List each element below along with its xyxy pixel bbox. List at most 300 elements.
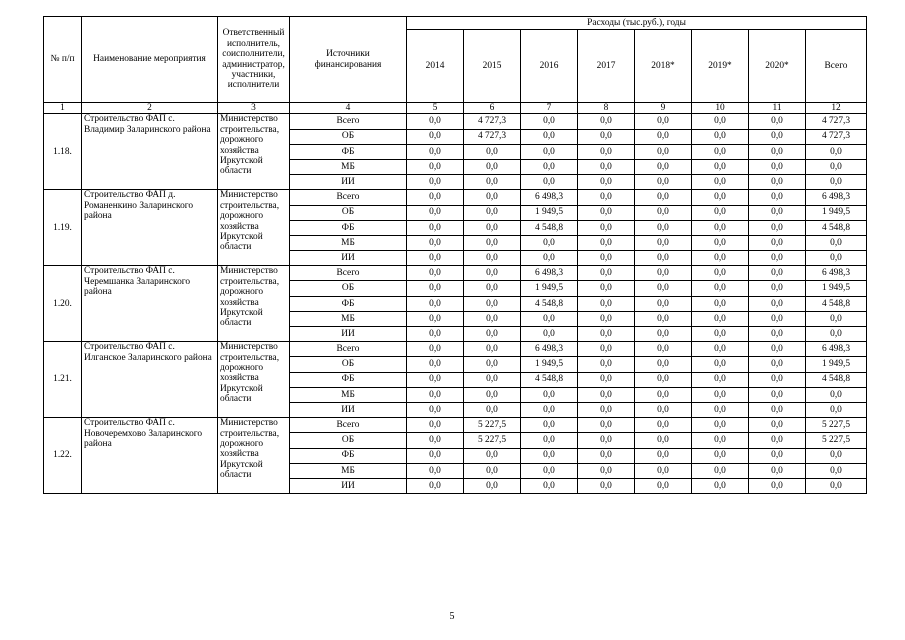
amount-cell: 0,0 [806, 387, 867, 402]
amount-cell: 0,0 [407, 129, 464, 144]
amount-cell: 0,0 [806, 251, 867, 266]
amount-cell: 6 498,3 [806, 190, 867, 205]
amount-cell: 0,0 [635, 266, 692, 281]
responsible-line: области [220, 470, 252, 481]
amount-cell: 0,0 [407, 433, 464, 448]
amount-cell: 0,0 [521, 387, 578, 402]
funding-source: Всего [290, 114, 407, 129]
amount-cell: 0,0 [749, 144, 806, 159]
amount-cell: 0,0 [635, 175, 692, 190]
responsible-line: Иркутской [220, 459, 263, 470]
funding-source: ОБ [290, 129, 407, 144]
amount-cell: 0,0 [407, 387, 464, 402]
amount-cell: 0,0 [635, 448, 692, 463]
amount-cell: 0,0 [692, 205, 749, 220]
responsible-line: хозяйства [220, 373, 259, 384]
item-responsible [218, 190, 290, 266]
amount-cell: 0,0 [692, 357, 749, 372]
item-number: 1.21. [44, 342, 82, 418]
responsible-line: Министерство [220, 190, 278, 201]
amount-cell: 6 498,3 [806, 266, 867, 281]
item-name: Строительство ФАП с. Черемшанка Заларинского района [82, 266, 218, 342]
amount-cell: 0,0 [464, 342, 521, 357]
amount-cell: 0,0 [521, 175, 578, 190]
responsible-line: Иркутской [220, 231, 263, 242]
amount-cell: 0,0 [749, 129, 806, 144]
amount-cell: 0,0 [464, 266, 521, 281]
amount-cell: 0,0 [521, 311, 578, 326]
amount-cell: 0,0 [692, 463, 749, 478]
amount-cell: 0,0 [749, 235, 806, 250]
amount-cell: 0,0 [521, 144, 578, 159]
funding-source: ИИ [290, 478, 407, 493]
amount-cell: 0,0 [635, 357, 692, 372]
amount-cell: 0,0 [407, 220, 464, 235]
amount-cell: 0,0 [521, 418, 578, 433]
responsible-line: дорожного [220, 363, 264, 374]
amount-cell: 0,0 [464, 205, 521, 220]
amount-cell: 0,0 [578, 175, 635, 190]
column-number: 7 [521, 103, 578, 114]
amount-cell: 0,0 [806, 159, 867, 174]
amount-cell: 0,0 [407, 372, 464, 387]
amount-cell: 0,0 [749, 448, 806, 463]
amount-cell: 4 727,3 [464, 129, 521, 144]
amount-cell: 0,0 [749, 190, 806, 205]
amount-cell: 0,0 [407, 357, 464, 372]
responsible-line: дорожного [220, 211, 264, 222]
header-year: 2017 [578, 30, 635, 103]
responsible-line: строительства, [220, 352, 280, 363]
amount-cell: 0,0 [749, 342, 806, 357]
amount-cell: 0,0 [407, 190, 464, 205]
item-number: 1.19. [44, 190, 82, 266]
amount-cell: 0,0 [635, 418, 692, 433]
funding-source: ФБ [290, 448, 407, 463]
responsible-line: области [220, 318, 252, 329]
item-name: Строительство ФАП с. Владимир Заларинского района [82, 114, 218, 190]
amount-cell: 0,0 [464, 281, 521, 296]
amount-cell: 1 949,5 [521, 357, 578, 372]
amount-cell: 1 949,5 [806, 205, 867, 220]
amount-cell: 4 548,8 [806, 296, 867, 311]
responsible-line: хозяйства [220, 145, 259, 156]
amount-cell: 0,0 [407, 266, 464, 281]
header-year: 2018* [635, 30, 692, 103]
amount-cell: 0,0 [407, 463, 464, 478]
column-number: 10 [692, 103, 749, 114]
header-year: 2014 [407, 30, 464, 103]
responsible-line: хозяйства [220, 221, 259, 232]
amount-cell: 0,0 [692, 281, 749, 296]
amount-cell: 0,0 [749, 296, 806, 311]
responsible-line: Иркутской [220, 156, 263, 167]
header-year: 2019* [692, 30, 749, 103]
header-year: 2016 [521, 30, 578, 103]
amount-cell: 0,0 [692, 311, 749, 326]
amount-cell: 0,0 [407, 175, 464, 190]
column-number: 5 [407, 103, 464, 114]
column-number: 2 [82, 103, 218, 114]
amount-cell: 0,0 [749, 387, 806, 402]
amount-cell: 0,0 [635, 387, 692, 402]
amount-cell: 0,0 [464, 144, 521, 159]
responsible-line: строительства, [220, 428, 280, 439]
amount-cell: 0,0 [464, 327, 521, 342]
amount-cell: 0,0 [806, 175, 867, 190]
item-responsible [218, 418, 290, 494]
funding-source: МБ [290, 159, 407, 174]
amount-cell: 0,0 [521, 402, 578, 417]
amount-cell: 0,0 [521, 251, 578, 266]
amount-cell: 0,0 [692, 342, 749, 357]
amount-cell: 0,0 [749, 327, 806, 342]
amount-cell: 0,0 [635, 235, 692, 250]
amount-cell: 0,0 [521, 129, 578, 144]
amount-cell: 0,0 [635, 251, 692, 266]
amount-cell: 0,0 [407, 418, 464, 433]
amount-cell: 0,0 [578, 433, 635, 448]
amount-cell: 0,0 [521, 478, 578, 493]
amount-cell: 0,0 [578, 159, 635, 174]
page-number: 5 [449, 611, 455, 622]
header-name: Наименование мероприятия [82, 17, 218, 103]
funding-source: ОБ [290, 357, 407, 372]
amount-cell: 0,0 [578, 129, 635, 144]
amount-cell: 0,0 [692, 159, 749, 174]
amount-cell: 0,0 [692, 418, 749, 433]
amount-cell: 0,0 [578, 251, 635, 266]
amount-cell: 0,0 [578, 235, 635, 250]
amount-cell: 0,0 [464, 387, 521, 402]
amount-cell: 4 727,3 [806, 114, 867, 129]
funding-source: МБ [290, 387, 407, 402]
responsible-line: Министерство [220, 114, 278, 125]
amount-cell: 0,0 [749, 281, 806, 296]
amount-cell: 0,0 [521, 159, 578, 174]
item-name: Строительство ФАП с. Новочеремхово Заларинского района [82, 418, 218, 494]
responsible-line: строительства, [220, 200, 280, 211]
funding-source: ИИ [290, 175, 407, 190]
amount-cell: 0,0 [692, 387, 749, 402]
amount-cell: 0,0 [806, 311, 867, 326]
amount-cell: 0,0 [521, 114, 578, 129]
amount-cell: 5 227,5 [806, 433, 867, 448]
funding-source: Всего [290, 266, 407, 281]
funding-source: ОБ [290, 205, 407, 220]
amount-cell: 0,0 [692, 478, 749, 493]
amount-cell: 0,0 [806, 144, 867, 159]
amount-cell: 0,0 [806, 448, 867, 463]
amount-cell: 0,0 [692, 175, 749, 190]
amount-cell: 1 949,5 [806, 357, 867, 372]
amount-cell: 0,0 [464, 402, 521, 417]
amount-cell: 0,0 [578, 190, 635, 205]
amount-cell: 5 227,5 [806, 418, 867, 433]
amount-cell: 6 498,3 [806, 342, 867, 357]
amount-cell: 0,0 [464, 463, 521, 478]
amount-cell: 0,0 [749, 478, 806, 493]
amount-cell: 0,0 [578, 463, 635, 478]
amount-cell: 4 548,8 [521, 296, 578, 311]
amount-cell: 4 727,3 [464, 114, 521, 129]
amount-cell: 0,0 [692, 402, 749, 417]
responsible-line: дорожного [220, 135, 264, 146]
amount-cell: 0,0 [578, 342, 635, 357]
item-responsible [218, 114, 290, 190]
amount-cell: 0,0 [464, 372, 521, 387]
header-expenses: Расходы (тыс.руб.), годы [407, 17, 867, 30]
header-num: № п/п [44, 17, 82, 103]
document-page [43, 16, 867, 494]
amount-cell: 0,0 [749, 205, 806, 220]
amount-cell: 0,0 [407, 342, 464, 357]
table-row [44, 266, 867, 281]
amount-cell: 0,0 [635, 372, 692, 387]
item-number: 1.22. [44, 418, 82, 494]
funding-source: ОБ [290, 433, 407, 448]
amount-cell: 0,0 [749, 357, 806, 372]
amount-cell: 0,0 [578, 296, 635, 311]
column-number: 1 [44, 103, 82, 114]
amount-cell: 0,0 [578, 478, 635, 493]
amount-cell: 0,0 [635, 144, 692, 159]
item-responsible [218, 266, 290, 342]
amount-cell: 0,0 [749, 372, 806, 387]
amount-cell: 0,0 [749, 251, 806, 266]
item-number: 1.18. [44, 114, 82, 190]
responsible-line: Министерство [220, 342, 278, 353]
amount-cell: 0,0 [407, 114, 464, 129]
amount-cell: 0,0 [692, 251, 749, 266]
amount-cell: 4 727,3 [806, 129, 867, 144]
amount-cell: 0,0 [692, 114, 749, 129]
expenses-table [43, 16, 867, 494]
amount-cell: 0,0 [407, 205, 464, 220]
amount-cell: 0,0 [578, 311, 635, 326]
amount-cell: 0,0 [407, 296, 464, 311]
column-number: 12 [806, 103, 867, 114]
amount-cell: 0,0 [635, 205, 692, 220]
amount-cell: 0,0 [806, 235, 867, 250]
amount-cell: 1 949,5 [806, 281, 867, 296]
responsible-line: области [220, 166, 252, 177]
funding-source: МБ [290, 463, 407, 478]
amount-cell: 0,0 [578, 281, 635, 296]
amount-cell: 0,0 [692, 220, 749, 235]
amount-cell: 0,0 [749, 433, 806, 448]
amount-cell: 0,0 [692, 327, 749, 342]
amount-cell: 0,0 [635, 281, 692, 296]
amount-cell: 0,0 [407, 251, 464, 266]
amount-cell: 0,0 [749, 266, 806, 281]
amount-cell: 0,0 [635, 433, 692, 448]
amount-cell: 0,0 [635, 220, 692, 235]
amount-cell: 0,0 [578, 327, 635, 342]
amount-cell: 0,0 [806, 463, 867, 478]
funding-source: ИИ [290, 402, 407, 417]
amount-cell: 0,0 [578, 418, 635, 433]
header-year: Всего [806, 30, 867, 103]
funding-source: ИИ [290, 251, 407, 266]
amount-cell: 0,0 [806, 327, 867, 342]
funding-source: ФБ [290, 220, 407, 235]
amount-cell: 0,0 [407, 144, 464, 159]
amount-cell: 0,0 [635, 114, 692, 129]
amount-cell: 5 227,5 [464, 418, 521, 433]
column-number: 3 [218, 103, 290, 114]
responsible-line: хозяйства [220, 449, 259, 460]
amount-cell: 0,0 [635, 296, 692, 311]
column-number: 11 [749, 103, 806, 114]
amount-cell: 0,0 [464, 235, 521, 250]
amount-cell: 0,0 [749, 402, 806, 417]
responsible-line: Министерство [220, 266, 278, 277]
amount-cell: 0,0 [749, 311, 806, 326]
responsible-line: дорожного [220, 287, 264, 298]
amount-cell: 0,0 [464, 478, 521, 493]
responsible-line: хозяйства [220, 297, 259, 308]
amount-cell: 1 949,5 [521, 205, 578, 220]
funding-source: ИИ [290, 327, 407, 342]
amount-cell: 4 548,8 [806, 220, 867, 235]
amount-cell: 0,0 [692, 129, 749, 144]
amount-cell: 0,0 [692, 144, 749, 159]
amount-cell: 0,0 [407, 281, 464, 296]
amount-cell: 4 548,8 [521, 372, 578, 387]
amount-cell: 0,0 [407, 311, 464, 326]
amount-cell: 6 498,3 [521, 342, 578, 357]
amount-cell: 0,0 [407, 402, 464, 417]
amount-cell: 0,0 [578, 144, 635, 159]
funding-source: МБ [290, 311, 407, 326]
amount-cell: 0,0 [407, 478, 464, 493]
amount-cell: 0,0 [521, 235, 578, 250]
amount-cell: 4 548,8 [521, 220, 578, 235]
amount-cell: 6 498,3 [521, 190, 578, 205]
amount-cell: 0,0 [464, 175, 521, 190]
responsible-line: строительства, [220, 276, 280, 287]
amount-cell: 0,0 [635, 190, 692, 205]
amount-cell: 0,0 [521, 463, 578, 478]
funding-source: ФБ [290, 144, 407, 159]
funding-source: Всего [290, 190, 407, 205]
column-number: 4 [290, 103, 407, 114]
amount-cell: 0,0 [407, 327, 464, 342]
amount-cell: 0,0 [749, 114, 806, 129]
amount-cell: 0,0 [578, 402, 635, 417]
amount-cell: 0,0 [692, 448, 749, 463]
amount-cell: 0,0 [749, 220, 806, 235]
responsible-line: области [220, 394, 252, 405]
amount-cell: 6 498,3 [521, 266, 578, 281]
responsible-line: Иркутской [220, 383, 263, 394]
header-year: 2015 [464, 30, 521, 103]
item-name: Строительство ФАП с. Илганское Заларинского района [82, 342, 218, 418]
responsible-line: Иркутской [220, 307, 263, 318]
amount-cell: 0,0 [692, 266, 749, 281]
header-responsible: Ответственный исполнитель, соисполнители, администратор, участники, исполнители [218, 17, 290, 103]
responsible-line: дорожного [220, 438, 264, 449]
table-row [44, 190, 867, 205]
amount-cell: 0,0 [635, 478, 692, 493]
item-responsible [218, 342, 290, 418]
amount-cell: 0,0 [464, 190, 521, 205]
amount-cell: 4 548,8 [806, 372, 867, 387]
column-number: 9 [635, 103, 692, 114]
table-row [44, 342, 867, 357]
amount-cell: 0,0 [635, 402, 692, 417]
amount-cell: 0,0 [578, 448, 635, 463]
amount-cell: 0,0 [464, 220, 521, 235]
header-year: 2020* [749, 30, 806, 103]
amount-cell: 0,0 [578, 266, 635, 281]
item-number: 1.20. [44, 266, 82, 342]
amount-cell: 0,0 [464, 311, 521, 326]
amount-cell: 0,0 [578, 220, 635, 235]
amount-cell: 0,0 [464, 296, 521, 311]
responsible-line: строительства, [220, 124, 280, 135]
amount-cell: 0,0 [749, 159, 806, 174]
amount-cell: 0,0 [464, 159, 521, 174]
amount-cell: 0,0 [692, 296, 749, 311]
amount-cell: 0,0 [635, 129, 692, 144]
amount-cell: 0,0 [521, 433, 578, 448]
funding-source: ФБ [290, 372, 407, 387]
amount-cell: 0,0 [578, 387, 635, 402]
amount-cell: 0,0 [692, 235, 749, 250]
amount-cell: 0,0 [635, 327, 692, 342]
amount-cell: 0,0 [578, 205, 635, 220]
column-number: 6 [464, 103, 521, 114]
amount-cell: 0,0 [692, 190, 749, 205]
header-sources: Источники финансирования [290, 17, 407, 103]
funding-source: Всего [290, 418, 407, 433]
amount-cell: 0,0 [806, 402, 867, 417]
amount-cell: 0,0 [635, 311, 692, 326]
table-row [44, 114, 867, 129]
amount-cell: 0,0 [464, 448, 521, 463]
amount-cell: 0,0 [635, 342, 692, 357]
amount-cell: 0,0 [635, 463, 692, 478]
amount-cell: 0,0 [749, 175, 806, 190]
amount-cell: 0,0 [464, 251, 521, 266]
amount-cell: 0,0 [521, 327, 578, 342]
amount-cell: 0,0 [635, 159, 692, 174]
funding-source: МБ [290, 235, 407, 250]
amount-cell: 0,0 [464, 357, 521, 372]
amount-cell: 0,0 [692, 372, 749, 387]
funding-source: ФБ [290, 296, 407, 311]
amount-cell: 0,0 [407, 235, 464, 250]
funding-source: ОБ [290, 281, 407, 296]
responsible-line: Министерство [220, 418, 278, 429]
amount-cell: 0,0 [749, 463, 806, 478]
table-row [44, 418, 867, 433]
amount-cell: 0,0 [692, 433, 749, 448]
funding-source: Всего [290, 342, 407, 357]
amount-cell: 0,0 [521, 448, 578, 463]
column-number: 8 [578, 103, 635, 114]
amount-cell: 0,0 [407, 159, 464, 174]
amount-cell: 0,0 [578, 114, 635, 129]
responsible-line: области [220, 242, 252, 253]
amount-cell: 5 227,5 [464, 433, 521, 448]
amount-cell: 0,0 [578, 372, 635, 387]
amount-cell: 0,0 [806, 478, 867, 493]
amount-cell: 1 949,5 [521, 281, 578, 296]
amount-cell: 0,0 [578, 357, 635, 372]
